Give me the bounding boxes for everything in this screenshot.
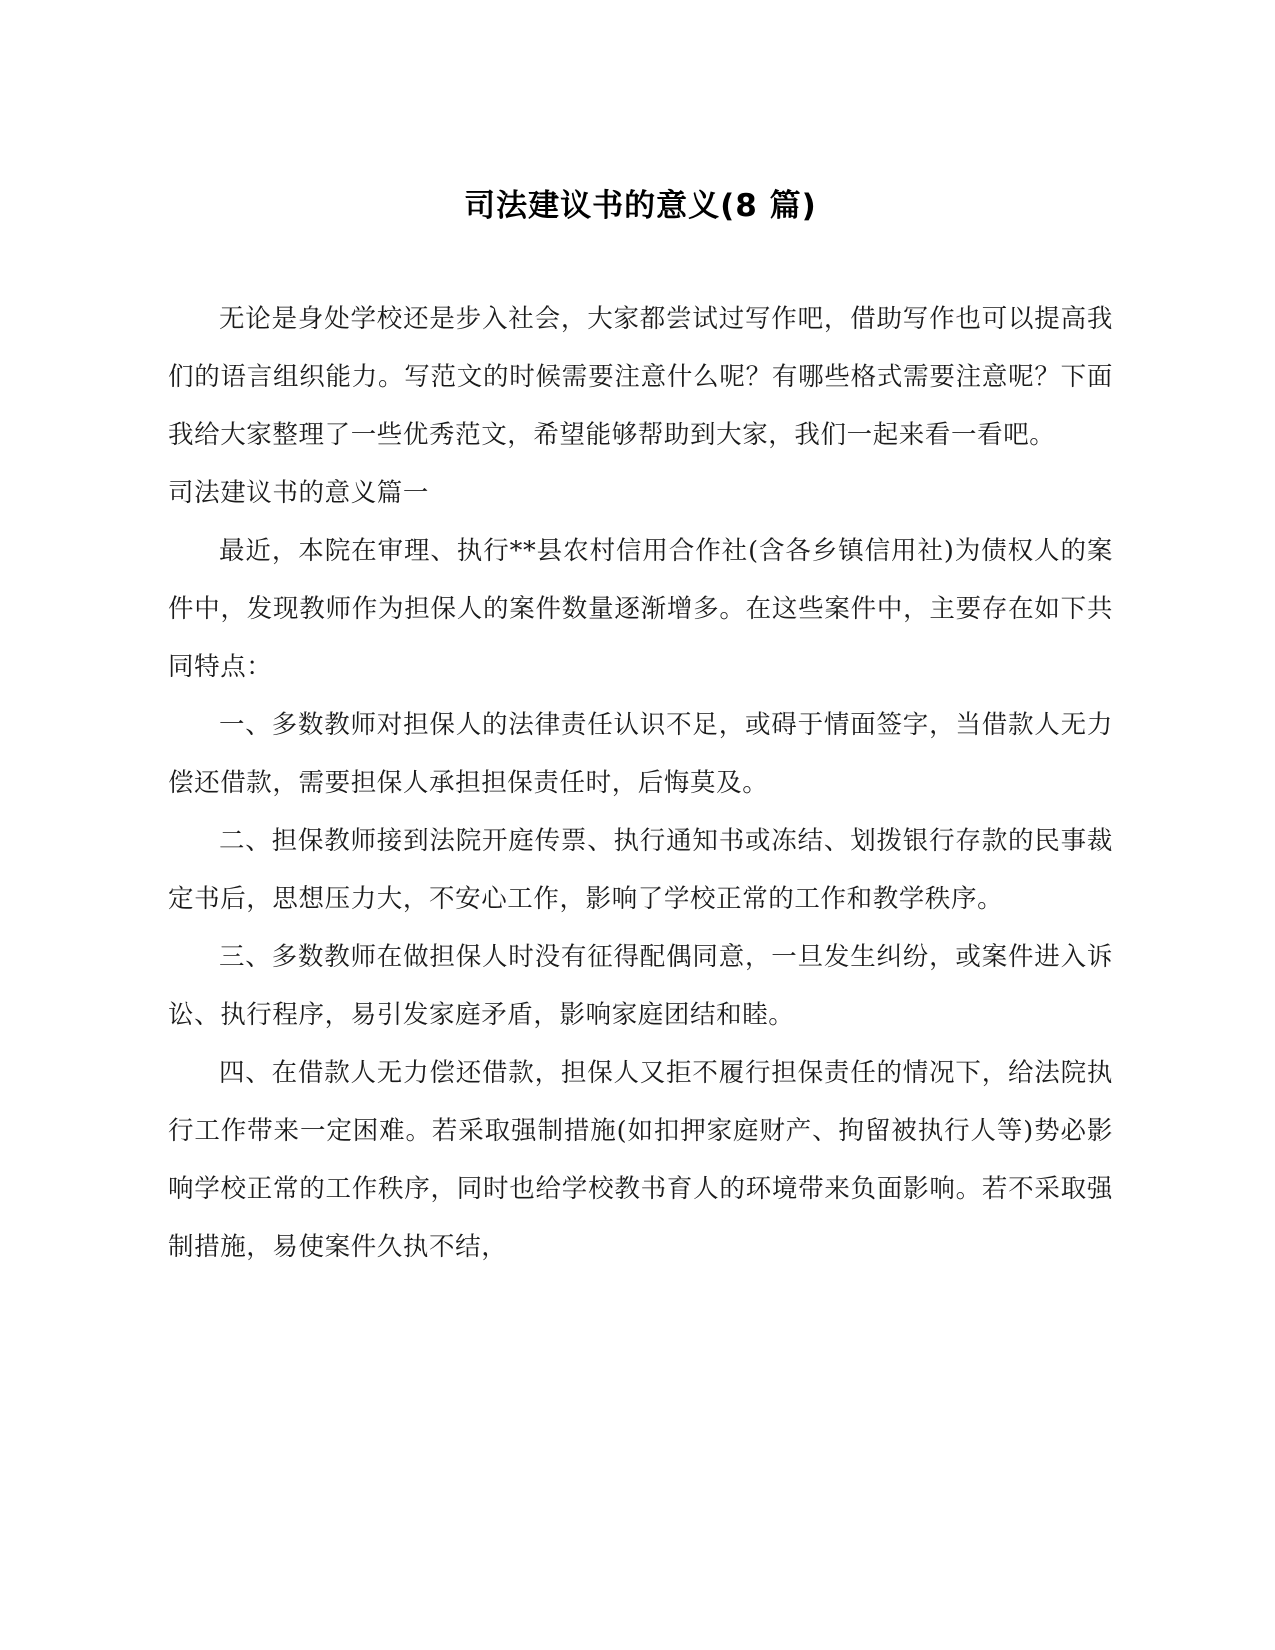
paragraph-body-3: 二、担保教师接到法院开庭传票、执行通知书或冻结、划拨银行存款的民事裁定书后，思想压力大，不安心工作，影响了学校正常的工作和教学秩序。 [168,826,1113,915]
paragraph-body-5: 四、在借款人无力偿还借款，担保人又拒不履行担保责任的情况下，给法院执行工作带来一定困难。若采取强制措施(如扣押家庭财产、拘留被执行人等)势必影响学校正常的工作秩序，同时也给学校教书育人的环境带来负面影响。若不采取强制措施，易使案件久执不结， [168,1058,1113,1263]
paragraph-body-4: 三、多数教师在做担保人时没有征得配偶同意，一旦发生纠纷，或案件进入诉讼、执行程序，易引发家庭矛盾，影响家庭团结和睦。 [168,942,1113,1031]
page-title: 司法建议书的意义(8 篇) [464,188,817,224]
paragraph-body-1: 最近，本院在审理、执行**县农村信用合作社(含各乡镇信用社)为债权人的案件中，发现教师作为担保人的案件数量逐渐增多。在这些案件中，主要存在如下共同特点： [168,536,1113,683]
section-heading-1: 司法建议书的意义篇一 [168,478,430,509]
paragraph-body-2: 一、多数教师对担保人的法律责任认识不足，或碍于情面签字，当借款人无力偿还借款，需要担保人承担担保责任时，后悔莫及。 [168,710,1113,799]
document-content [168,185,1113,1276]
paragraph-intro: 无论是身处学校还是步入社会，大家都尝试过写作吧，借助写作也可以提高我们的语言组织能力。写范文的时候需要注意什么呢？有哪些格式需要注意呢？下面我给大家整理了一些优秀范文，希望能够帮助到大家，我们一起来看一看吧。 [168,304,1113,451]
